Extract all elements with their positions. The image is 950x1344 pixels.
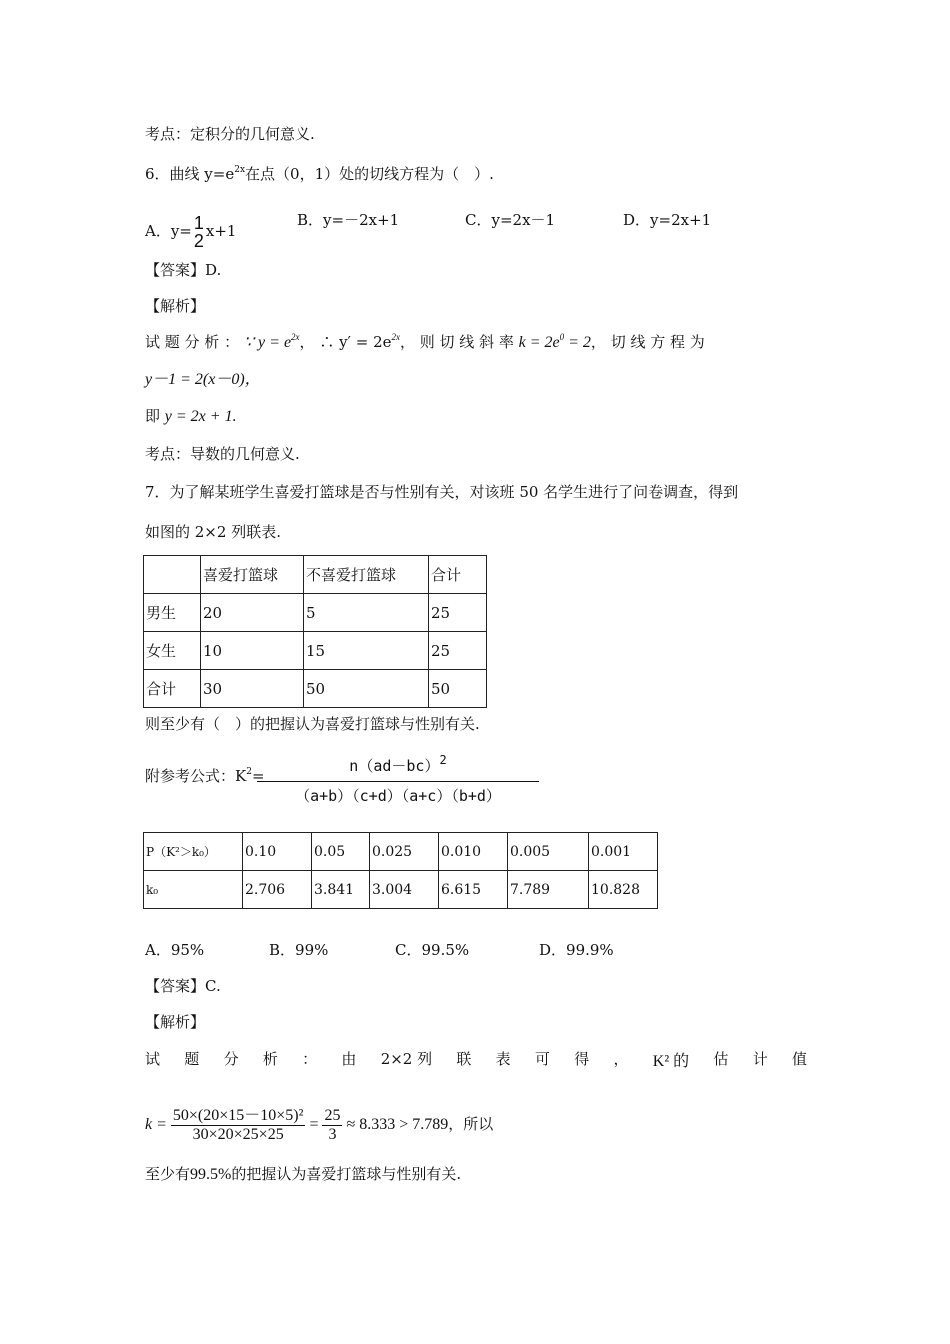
q6-analysis-title: 【解析】 [145, 297, 206, 315]
note-definite-integral: 考点：定积分的几何意义. [145, 125, 315, 143]
q6-option-c: C．y=2x－1 [465, 211, 556, 229]
q7-option-c: C．99.5% [395, 941, 470, 959]
table-row: 合计 30 50 50 [144, 670, 487, 708]
table-row: P（K²＞k₀） 0.10 0.05 0.025 0.010 0.005 0.001 [144, 833, 658, 871]
q7-option-b: B．99% [269, 941, 329, 959]
q7-stem-line1: 7．为了解某班学生喜爱打篮球是否与性别有关，对该班 50 名学生进行了问卷调查，得到 [145, 483, 739, 501]
q6-analysis-line1: 试 题 分 析 ： ∵ $y = e^{2x}$， ∴ $y' = 2e^{2x}$， 则 切 线 斜 率 $k = 2e^0 = 2$， 切 线 方 程 为 [145, 332, 705, 351]
table-row: 男生 20 5 25 [144, 594, 487, 632]
table-row: 喜爱打篮球 不喜爱打篮球 合计 [144, 556, 487, 594]
q7-k-computation: k = $\frac{\text{50×(20×15－10×5)²}}{30\times 20\times 25\times 25}$ = $\frac{25}{3}$ ≈ 8.333 > 7.789，所以 [145, 1106, 494, 1143]
q6-option-d: D．y=2x+1 [623, 211, 712, 229]
q7-question: 则至少有（ ）的把握认为喜爱打篮球与性别有关. [145, 715, 480, 733]
q6-tangent-eq: y－1 = 2(x－0)， [145, 371, 261, 388]
q6-option-a: A．y= 1 2 x+1 [145, 213, 237, 251]
table-row: k₀ 2.706 3.841 3.004 6.615 7.789 10.828 [144, 871, 658, 909]
q7-analysis-line1: 试 题 分 析 ： 由 2×2 列 联 表 可 得 ， K² 的 估 计 值 [145, 1050, 807, 1070]
q7-conclusion: 至少有99.5%的把握认为喜爱打篮球与性别有关. [145, 1165, 462, 1183]
q7-option-a: A．95% [145, 941, 205, 959]
q6-options [145, 206, 745, 251]
q7-analysis-title: 【解析】 [145, 1013, 206, 1031]
critical-value-table [143, 832, 658, 909]
q7-options [145, 940, 745, 962]
q7-stem-line2: 如图的 2×2 列联表. [145, 523, 281, 541]
q6-stem: 6．曲线 $y=e^{2x}$在点（0，1）处的切线方程为（ ）. [145, 165, 494, 183]
q7-option-d: D．99.9% [539, 941, 614, 959]
reference-formula: 附参考公式：$K^2=$ $n(ad-bc)^2$ （a+b）（c+d）（a+c）（b+d） [145, 756, 565, 810]
q6-option-b: B．y=－2x+1 [297, 211, 400, 229]
q6-answer: 【答案】D. [145, 261, 222, 279]
table-row: 女生 10 15 25 [144, 632, 487, 670]
q6-note: 考点：导数的几何意义. [145, 445, 300, 463]
q6-result: 即 y = 2x + 1. [145, 407, 237, 425]
q7-answer: 【答案】C. [145, 977, 221, 995]
contingency-table [143, 555, 487, 708]
